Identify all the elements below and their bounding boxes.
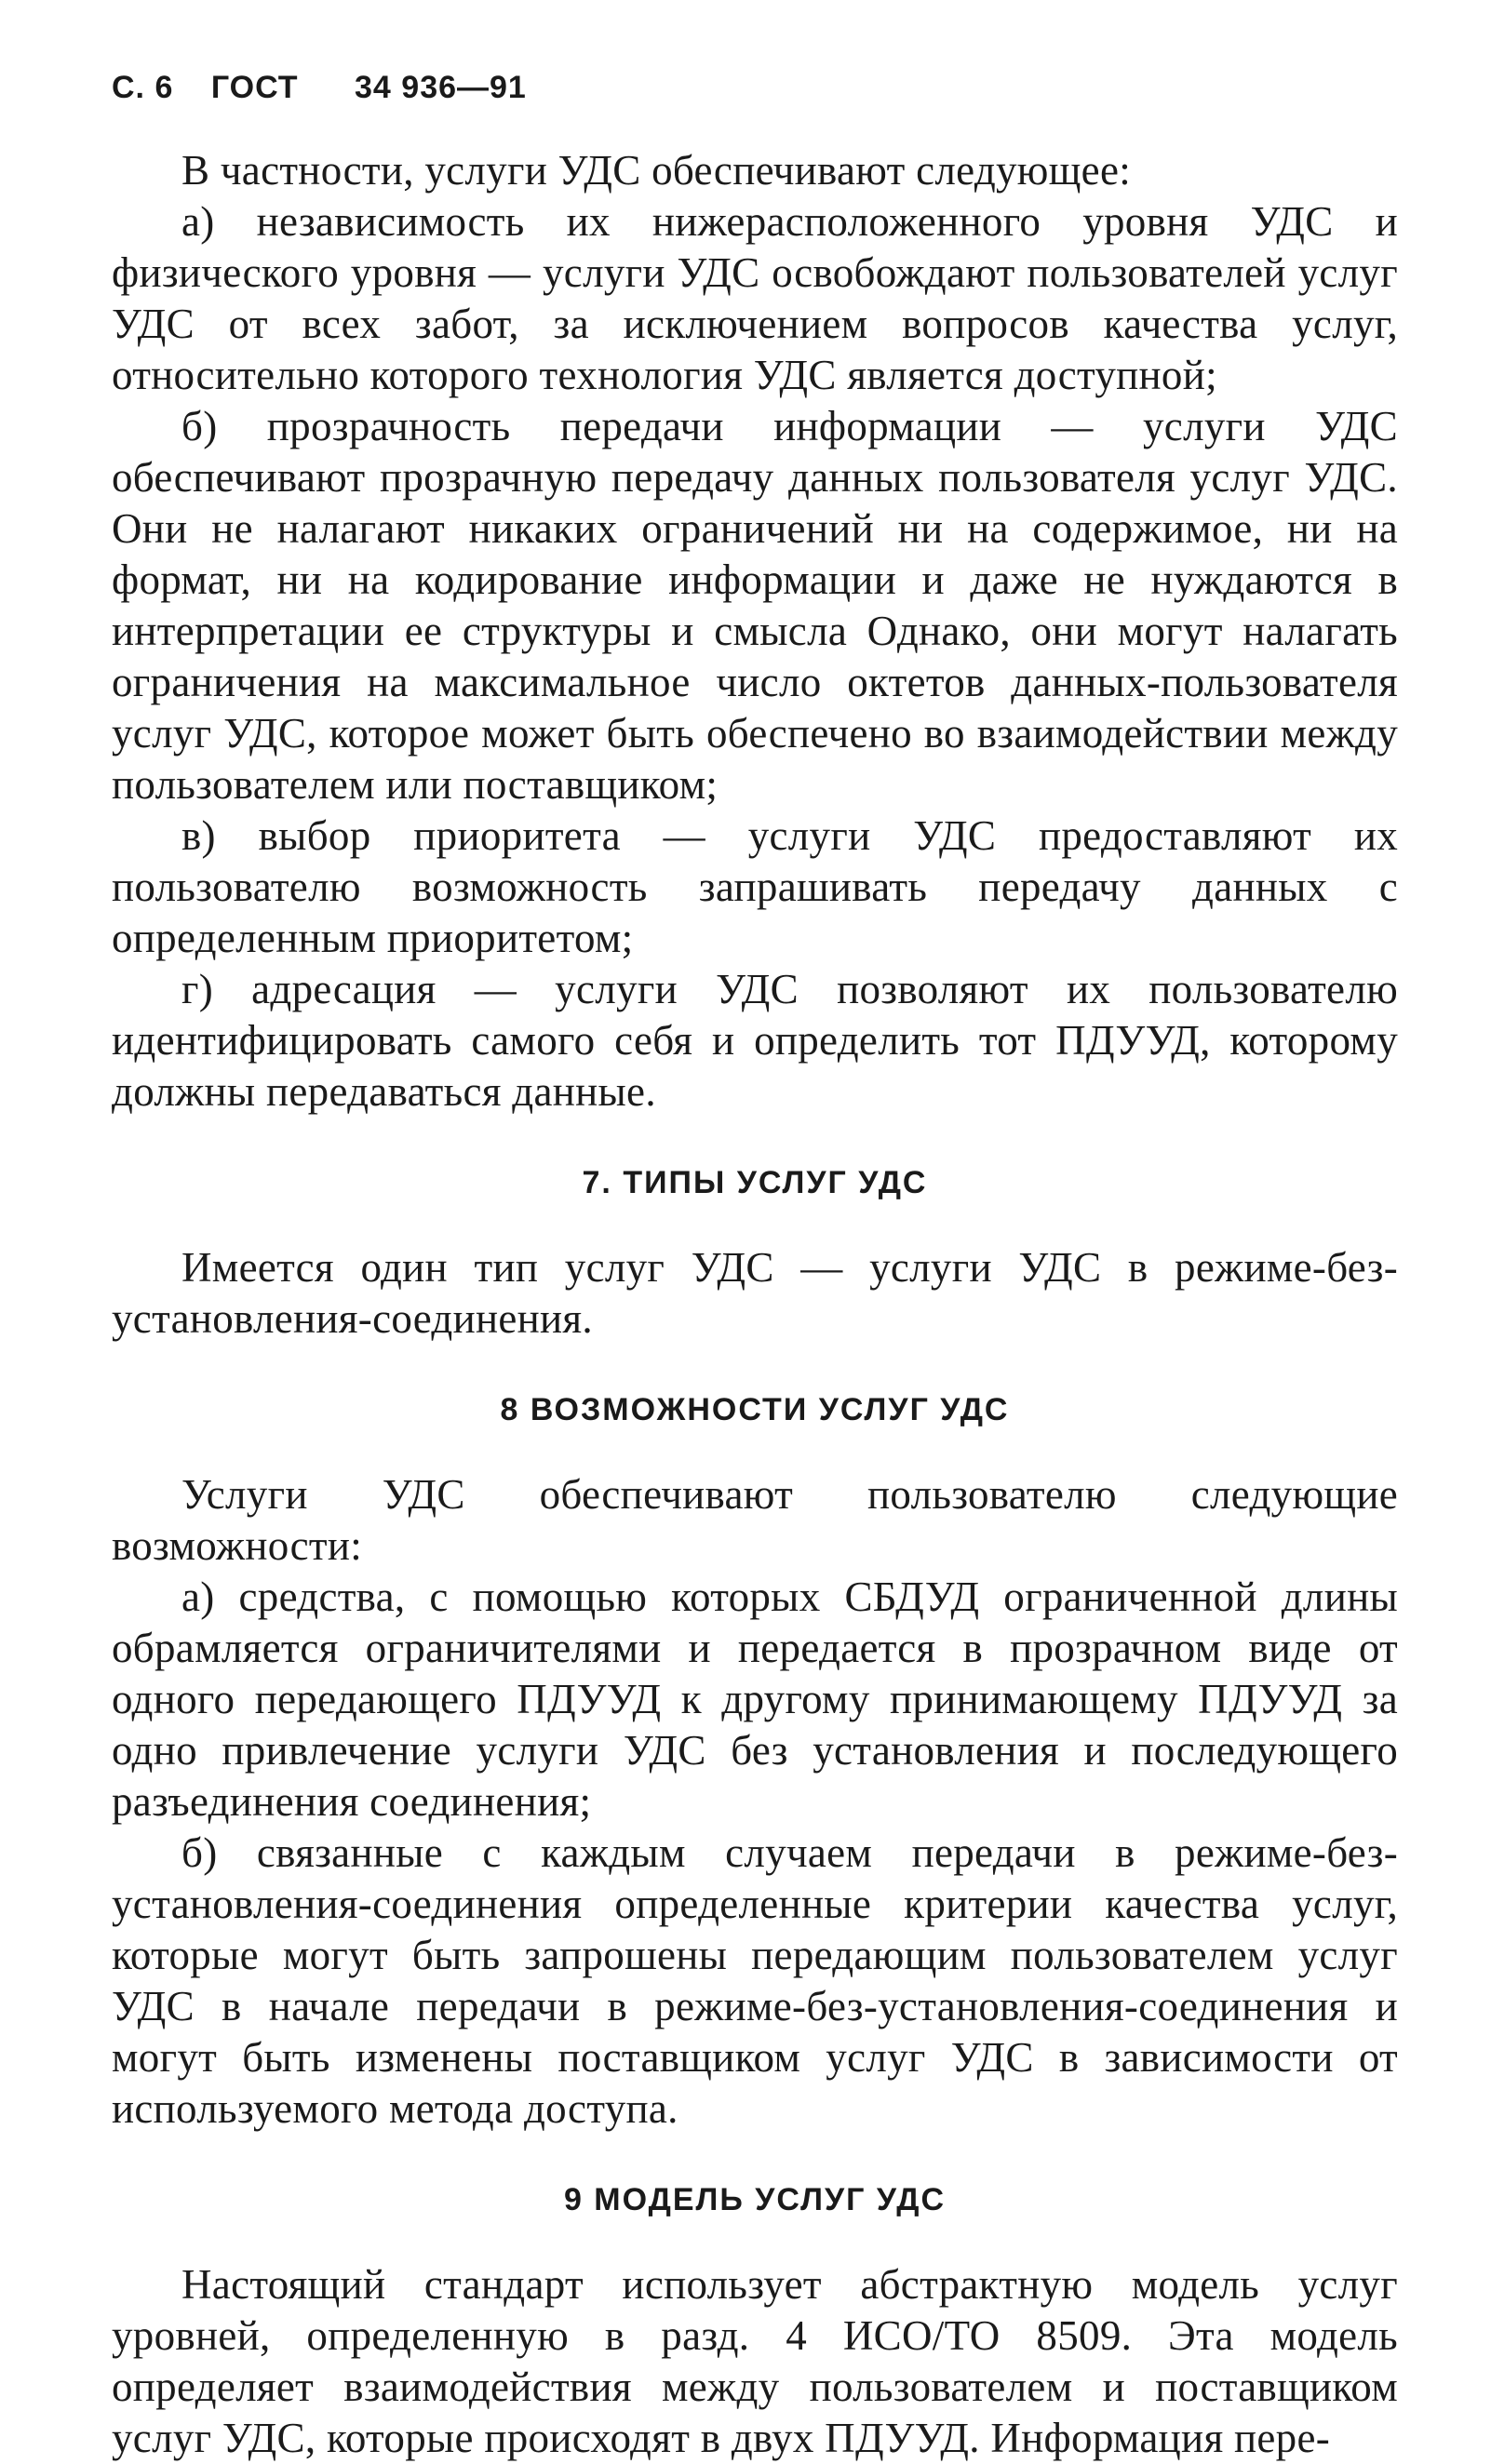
section-8-heading: 8 ВОЗМОЖНОСТИ УСЛУГ УДС: [500, 1392, 1010, 1427]
standard-number: 34 936—91: [355, 70, 527, 105]
page-header: [112, 67, 1398, 108]
list-item-a: а) независимость их нижерасположенного уровня УДС и физического уровня — услуги УДС освобождают пользователей услуг УДС от всех забот, за исключением вопросов качества услуг, относительно которого технология УДС является доступной;: [112, 198, 1398, 398]
list-item-g: г) адресация — услуги УДС позволяют их пользователю идентифицировать самого себя и определить тот ПДУУД, которому должны передаваться данные.: [112, 966, 1398, 1115]
section-8-item-a: а) средства, с помощью которых СБДУД ограниченной длины обрамляется ограничителями и передается в прозрачном виде от одного передающего ПДУУД к другому принимающему ПДУУД за одно привлечение услуги УДС без установления и последующего разъединения соединения;: [112, 1573, 1398, 1825]
section-9-text: Настоящий стандарт использует абстрактную модель услуг уровней, определенную в разд. 4 ИСО/ТО 8509. Эта модель определяет взаимодействия между пользователем и поставщиком услуг УДС, которые происходят в двух ПДУУД. Информация пере-: [112, 2261, 1398, 2461]
list-item-b: б) прозрачность передачи информации — услуги УДС обеспечивают прозрачную передачу данных пользователя услуг УДС. Они не налагают никаких ограничений ни на содержимое, ни на формат, ни на кодирование информации и даже не нуждаются в интерпретации ее структуры и смысла Однако, они могут налагать ограничения на максимальное число октетов данных-пользователя услуг УДС, которое может быть обеспечено во взаимодействии между пользователем или поставщиком;: [112, 403, 1398, 808]
section-7-heading: 7. ТИПЫ УСЛУГ УДС: [582, 1165, 928, 1200]
paragraph-intro: В частности, услуги УДС обеспечивают следующее:: [181, 147, 1132, 194]
list-item-v: в) выбор приоритета — услуги УДС предоставляют их пользователю возможность запрашивать передачу данных с определенным приоритетом;: [112, 812, 1398, 961]
section-8-intro: Услуги УДС обеспечивают пользователю следующие возможности:: [112, 1471, 1398, 1569]
section-7-text: Имеется один тип услуг УДС — услуги УДС в режиме-без-установления-соединения.: [112, 1244, 1398, 1342]
page-number: С. 6: [112, 70, 174, 105]
standard-label: ГОСТ: [210, 70, 299, 105]
section-8-item-b: б) связанные с каждым случаем передачи в режиме-без-установления-соединения определенные критерии качества услуг, которые могут быть запрошены передающим пользователем услуг УДС в начале передачи в режиме-без-установления-соединения и могут быть изменены поставщиком услуг УДС в зависимости от используемого метода доступа.: [112, 1829, 1398, 2132]
section-9-heading: 9 МОДЕЛЬ УСЛУГ УДС: [563, 2182, 947, 2217]
